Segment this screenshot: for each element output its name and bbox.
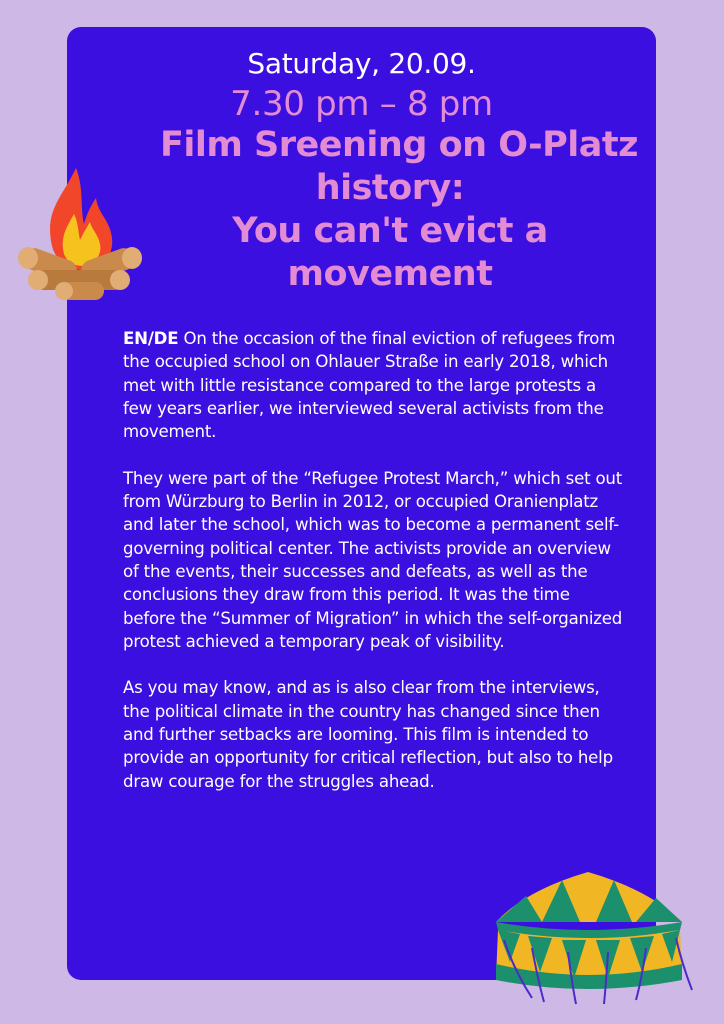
event-title-line: Film Sreening on O-Platz <box>160 125 639 165</box>
paragraph-text: On the occasion of the final eviction of refugees from the occupied school on Ohlauer Straße in early 2018, which met with little resistance compared to the large protests a few years earlier, we interviewed several activists from the movement. <box>123 329 616 442</box>
event-title-line: history: <box>315 168 465 208</box>
description-paragraph <box>123 327 623 443</box>
event-title-line: movement <box>287 254 493 294</box>
event-date: Saturday, 20.09. <box>247 47 476 80</box>
event-description <box>123 327 623 816</box>
circus-tent-icon <box>486 860 698 1010</box>
event-time: 7.30 pm – 8 pm <box>230 84 493 124</box>
language-tag: EN/DE <box>123 329 179 348</box>
campfire-icon <box>14 158 144 308</box>
event-title <box>160 124 639 296</box>
event-title-line: You can't evict a <box>232 211 548 251</box>
description-paragraph: They were part of the “Refugee Protest March,” which set out from Würzburg to Berlin in 2012, or occupied Oranienplatz and later the school, which was to become a permanent self-governing political center. The activists provide an overview of the events, their successes and defeats, as well as the conclusions they draw from this period. It was the time before the “Summer of Migration” in which the self-organized protest achieved a temporary peak of visibility. <box>123 468 623 651</box>
description-paragraph: As you may know, and as is also clear from the interviews, the political climate in the country has changed since then and further setbacks are looming. This film is intended to provide an opportunity for critical reflection, but also to help draw courage for the struggles ahead. <box>123 678 613 791</box>
